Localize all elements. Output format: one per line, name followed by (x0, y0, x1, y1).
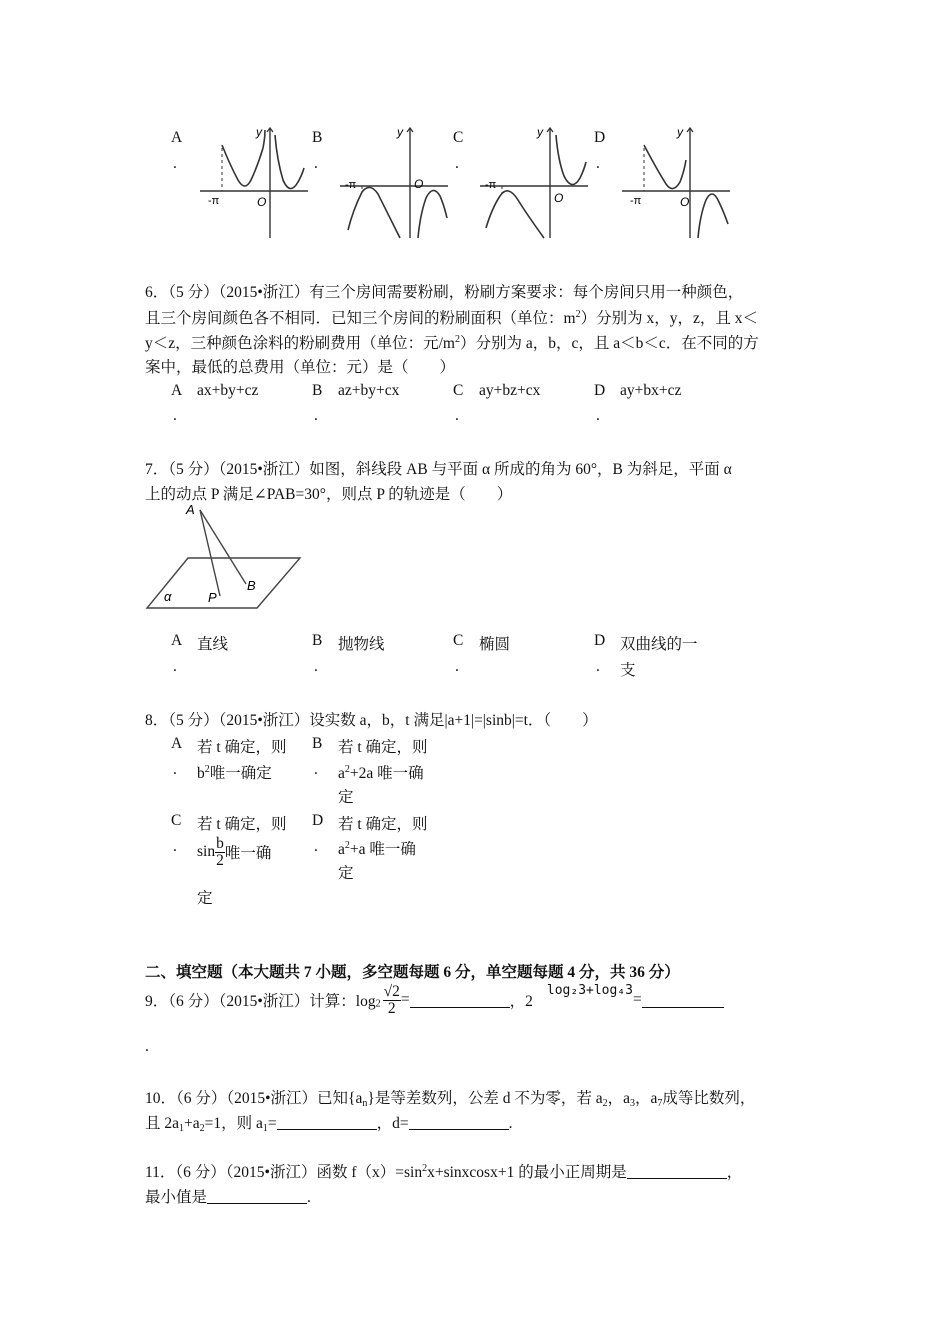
origin-label: O (414, 177, 424, 191)
q7-option-a-letter[interactable]: A (171, 632, 183, 649)
q10-blank-d[interactable] (409, 1114, 509, 1130)
q8-option-b-line-1[interactable]: 若 t 确定，则 (338, 739, 428, 756)
q8-d-sup: 2 (344, 840, 350, 851)
q8-b-l2a: a (338, 765, 345, 782)
q10-sub-7: 7 (657, 1098, 663, 1109)
q6-option-d-letter[interactable]: D (594, 382, 606, 399)
q6-line-3b: ）分别为 a，b，c，且 a＜b＜c．在不同的方 (460, 335, 759, 352)
q6-option-a-letter[interactable]: A (171, 382, 183, 399)
q8-c-fraction (215, 836, 225, 868)
q8-option-d-line-2[interactable] (338, 837, 416, 859)
q8-option-b-dot: . (314, 761, 318, 778)
q8-a-l2a: b (197, 765, 205, 782)
label-a: A (186, 502, 195, 517)
q10-sub-2: 2 (602, 1098, 608, 1109)
origin-label: O (554, 191, 564, 205)
q8-option-c-line-3[interactable]: 定 (197, 890, 213, 907)
q7-option-b-dot: . (314, 658, 318, 675)
q10-sub-2a: 2 (199, 1123, 205, 1134)
label-b: B (247, 578, 256, 593)
q7-option-d-letter[interactable]: D (594, 632, 606, 649)
q9-sep: ，2 (509, 993, 533, 1010)
q11-line-1 (145, 1160, 742, 1182)
q10-line-2 (145, 1111, 513, 1133)
y-label: y (537, 125, 543, 139)
q11-l1a: 11．（6 分）（2015•浙江）函数 f（x）=sin (145, 1164, 423, 1181)
q7-option-b-letter[interactable]: B (312, 632, 323, 649)
q8-option-a-line-2[interactable] (197, 761, 272, 783)
q8-option-d-line-3[interactable]: 定 (338, 865, 354, 882)
q7-option-c-text[interactable]: 椭圆 (479, 636, 511, 653)
curve-left (644, 145, 686, 189)
q6-option-a-dot: . (173, 407, 177, 424)
q5-graph-a (195, 120, 310, 242)
q9-fraction (383, 984, 401, 1016)
q7-option-a-dot: . (173, 658, 177, 675)
q9-eq2: = (632, 991, 642, 1008)
q5-graph-b (338, 120, 453, 242)
q9-eq1: = (400, 991, 410, 1008)
q6-line-2b: ）分别为 x，y，z，且 x＜ (580, 310, 758, 327)
q8-c-l2b: 唯一确 (224, 845, 272, 862)
q7-figure (143, 502, 305, 612)
q8-c-frac-num: b (216, 835, 224, 852)
q11-l2b: . (307, 1189, 311, 1206)
neg-pi-label: -π (630, 195, 642, 207)
curve-left (486, 191, 544, 238)
q7-line-1: 7．（5 分）（2015•浙江）如图，斜线段 AB 与平面 α 所成的角为 60°，B 为斜足，平面 α (145, 461, 732, 478)
q6-option-d-dot: . (596, 407, 600, 424)
q8-c-sin: sin (197, 843, 216, 860)
q6-line-3 (145, 331, 759, 353)
q7-option-c-letter[interactable]: C (453, 632, 464, 649)
q5-option-d-letter[interactable]: D (594, 129, 606, 146)
neg-pi-label: -π (345, 179, 357, 191)
q6-option-a-text[interactable]: ax+by+cz (197, 382, 259, 399)
q10-l2c: =1，则 a (204, 1115, 263, 1132)
q6-option-c-dot: . (455, 407, 459, 424)
curve-right (275, 135, 304, 189)
q8-option-c-dot: . (173, 838, 177, 855)
y-label: y (397, 125, 403, 139)
q7-option-c-dot: . (455, 658, 459, 675)
q11-l2a: 最小值是 (145, 1189, 208, 1206)
q11-l1c: ， (726, 1164, 743, 1181)
origin-label: O (680, 195, 690, 209)
q8-option-b-line-3[interactable]: 定 (338, 789, 354, 806)
q8-option-a-dot: . (173, 761, 177, 778)
section-2-heading: 二、填空题（本大题共 7 小题，多空题每题 6 分，单空题每题 4 分，共 36 分） (145, 964, 680, 981)
q9-blank-1[interactable] (410, 992, 510, 1008)
q7-option-a-text[interactable]: 直线 (197, 636, 229, 653)
q8-d-l2b: +a 唯一确 (349, 841, 416, 858)
q8-option-d-letter[interactable]: D (312, 812, 324, 829)
q8-option-b-line-2[interactable] (338, 761, 424, 783)
q11-sup: 2 (422, 1163, 428, 1174)
q10-blank-a1[interactable] (277, 1114, 377, 1130)
q10-l1c: ，a (607, 1090, 630, 1107)
q9-trailing-dot: . (145, 1038, 149, 1055)
q8-a-sup: 2 (204, 764, 210, 775)
q8-b-sup: 2 (344, 764, 350, 775)
q5-option-a-letter[interactable]: A (171, 129, 183, 146)
q5-graph-c (478, 120, 593, 242)
q8-d-l2a: a (338, 841, 345, 858)
curve-right (698, 194, 728, 238)
q7-option-d-text[interactable]: 双曲线的一 (620, 636, 698, 653)
q11-line-2 (145, 1185, 311, 1207)
q8-option-c-line-2[interactable] (197, 836, 271, 868)
q5-option-a-dot: . (173, 155, 177, 172)
q9-blank-2[interactable] (642, 992, 724, 1008)
q6-line-2-sup: 2 (575, 309, 581, 320)
q10-sub-1b: 1 (262, 1123, 268, 1134)
y-label: y (256, 125, 262, 139)
y-label: y (677, 125, 683, 139)
q8-option-c-letter[interactable]: C (171, 812, 182, 829)
q10-l2b: +a (184, 1115, 200, 1132)
q8-line-1: 8．（5 分）（2015•浙江）设实数 a，b，t 满足|a+1|=|sinb|=t．（ ） (145, 712, 598, 729)
q7-option-d-text-2[interactable]: 支 (620, 662, 636, 679)
segment-ap (200, 510, 220, 596)
q8-option-c-line-1[interactable]: 若 t 确定，则 (197, 816, 287, 833)
q11-l1b: x+sinxcosx+1 的最小正周期是 (427, 1164, 627, 1181)
q7-option-d-dot: . (596, 658, 600, 675)
q8-option-b-letter[interactable]: B (312, 735, 323, 752)
q8-option-a-letter[interactable]: A (171, 735, 183, 752)
q5-option-b-dot: . (314, 155, 318, 172)
q10-sub-1a: 1 (179, 1123, 185, 1134)
q10-l2d: = (267, 1115, 277, 1132)
q6-line-2 (145, 306, 758, 328)
q5-graph-d (618, 120, 733, 242)
q9-frac-num: √2 (383, 983, 400, 1000)
q8-option-d-dot: . (314, 838, 318, 855)
q8-option-d-line-1[interactable]: 若 t 确定，则 (338, 816, 428, 833)
q9-log-base: 2 (375, 998, 381, 1010)
q10-l1b: }是等差数列，公差 d 不为零，若 a (367, 1090, 603, 1107)
q6-line-4: 案中，最低的总费用（单位：元）是（ ） (145, 359, 456, 376)
q8-a-l2b: 唯一确定 (209, 765, 272, 782)
q5-option-b-letter[interactable]: B (312, 129, 323, 146)
q6-line-1: 6．（5 分）（2015•浙江）有三个房间需要粉刷，粉刷方案要求：每个房间只用一种颜色， (145, 284, 744, 301)
q9-exponent: log₂3+log₄3 (546, 982, 633, 998)
q11-blank-min[interactable] (207, 1188, 307, 1204)
curve-left (348, 187, 400, 238)
q6-option-b-text[interactable]: az+by+cx (338, 382, 400, 399)
q10-l1e: 成等比数列， (662, 1090, 756, 1107)
q9-line-1 (145, 984, 724, 1032)
q6-line-3-sup: 2 (455, 334, 460, 345)
q6-line-2a: 且三个房间颜色各不相同．已知三个房间的粉刷面积（单位：m (145, 310, 576, 327)
q10-l1d: ，a (634, 1090, 658, 1107)
neg-pi-label: -π (485, 179, 497, 191)
neg-pi-label: -π (208, 195, 220, 207)
q5-option-c-dot: . (455, 155, 459, 172)
q10-sub-n: n (362, 1098, 368, 1109)
segment-ab (200, 510, 246, 584)
q8-c-frac-den: 2 (216, 851, 224, 869)
q9-prefix: 9．（6 分）（2015•浙江）计算：log (145, 993, 376, 1010)
q10-l2a: 且 2a (145, 1115, 180, 1132)
q6-option-b-letter[interactable]: B (312, 382, 323, 399)
q6-option-d-text[interactable]: ay+bx+cz (620, 382, 682, 399)
origin-label: O (257, 195, 267, 209)
q10-l2e: ，d= (376, 1115, 409, 1132)
q10-sub-3: 3 (629, 1098, 635, 1109)
q6-option-b-dot: . (314, 407, 318, 424)
q9-frac-den: 2 (387, 999, 396, 1017)
q7-line-2: 上的动点 P 满足∠PAB=30°，则点 P 的轨迹是（ ） (145, 486, 513, 503)
q7-option-b-text[interactable]: 抛物线 (338, 636, 385, 653)
q10-l2f: . (508, 1115, 513, 1132)
q8-b-l2b: +2a 唯一确 (349, 765, 424, 782)
q10-l1a: 10．（6 分）（2015•浙江）已知{a (145, 1090, 363, 1107)
q10-line-1 (145, 1086, 755, 1108)
curve-right (418, 190, 447, 238)
q6-option-c-letter[interactable]: C (453, 382, 464, 399)
label-alpha: α (164, 589, 172, 604)
curve-right (556, 135, 586, 185)
q11-blank-period[interactable] (627, 1163, 727, 1179)
q5-option-c-letter[interactable]: C (453, 129, 464, 146)
label-p: P (208, 590, 217, 605)
q8-option-a-line-1[interactable]: 若 t 确定，则 (197, 739, 287, 756)
q6-line-3a: y＜z，三种颜色涂料的粉刷费用（单位：元/m (145, 335, 455, 352)
q6-option-c-text[interactable]: ay+bz+cx (479, 382, 541, 399)
q5-option-d-dot: . (596, 155, 600, 172)
